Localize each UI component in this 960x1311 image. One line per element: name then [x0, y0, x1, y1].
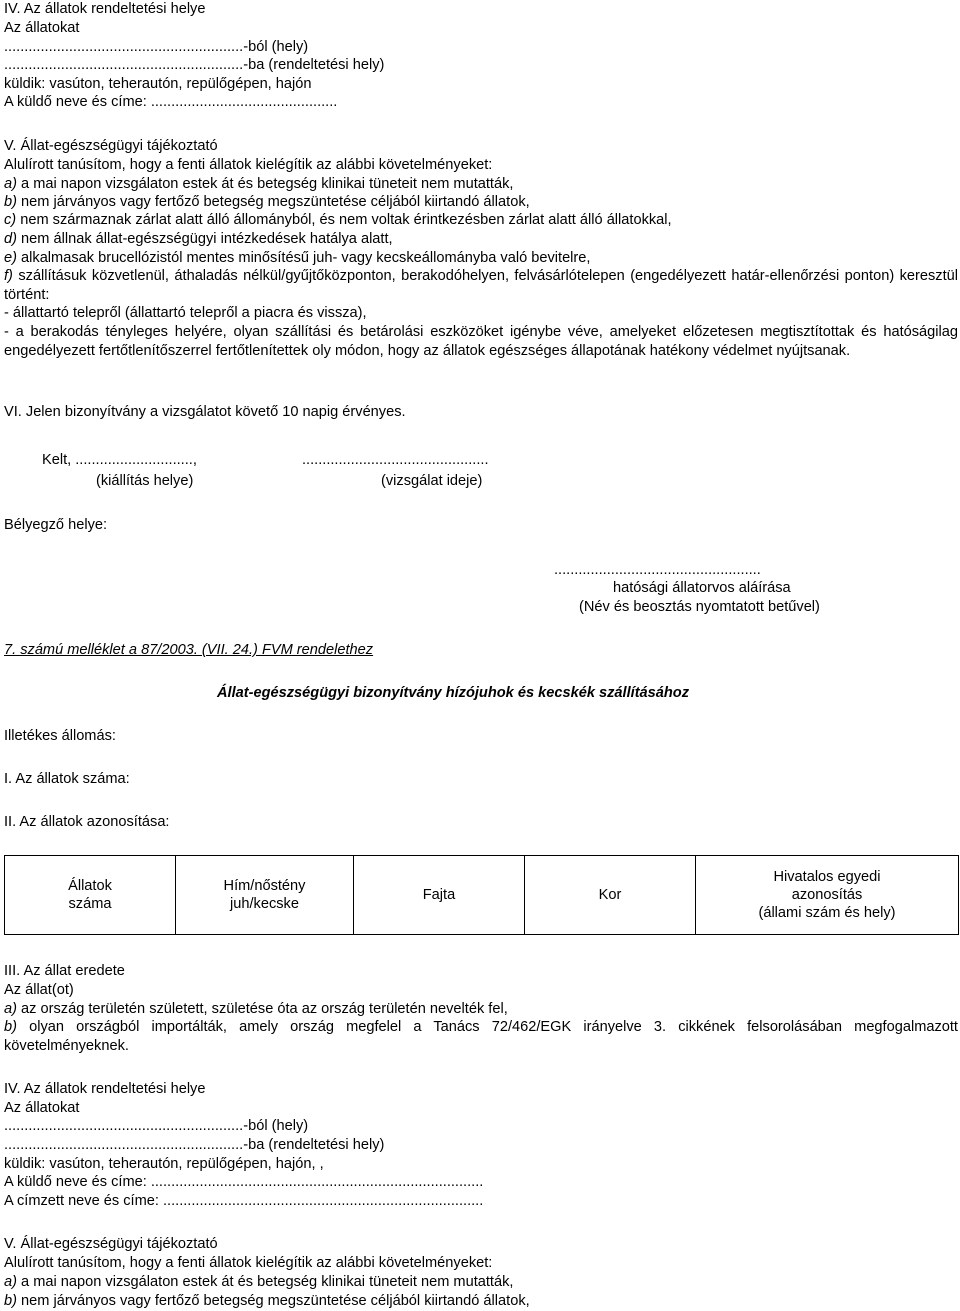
- dash-1: - állattartó telepről (állattartó telepről a piacra és vissza),: [4, 305, 367, 321]
- s4-animals: Az állatokat: [4, 20, 80, 36]
- col-breed: Fajta: [354, 856, 525, 935]
- s4-sender: A küldő neve és címe: ..............................................: [4, 94, 338, 110]
- req-a-text: a mai napon vizsgálaton estek át és betegség klinikai tüneteit nem mutatták,: [16, 176, 514, 192]
- issue-place-label: (kiállítás helye): [96, 473, 194, 489]
- dest-sender: A küldő neve és címe: ..................................................................................: [4, 1174, 484, 1190]
- info-req-a: [4, 1273, 513, 1291]
- animal-count-label: I. Az állatok száma:: [4, 771, 130, 787]
- info-req-b: [4, 1292, 530, 1310]
- s5-intro: Alulírott tanúsítom, hogy a fenti állatok kielégítik az alábbi követelményeket:: [4, 157, 493, 173]
- col-sex-species: Hím/nőstény juh/kecske: [176, 856, 354, 935]
- info-intro: Alulírott tanúsítom, hogy a fenti állatok kielégítik az alábbi követelményeket:: [4, 1255, 493, 1271]
- s4-title: IV. Az állatok rendeltetési helye: [4, 1, 206, 17]
- kelt-dots: ..............................................: [302, 452, 489, 468]
- col-official-id: Hivatalos egyedi azonosítás (állami szám és hely): [696, 856, 959, 935]
- info-req-b-label: b): [4, 1293, 17, 1309]
- info-req-a-label: a): [4, 1274, 17, 1290]
- dest-title: IV. Az állatok rendeltetési helye: [4, 1081, 206, 1097]
- origin-a-text: az ország területén született, születése óta az ország területén nevelték fel,: [16, 1001, 508, 1017]
- exam-date-label: (vizsgálat ideje): [381, 473, 483, 489]
- req-c-text: nem származnak zárlat alatt álló állományból, és nem voltak érintkezésben zárlat alatt álló állatokkal,: [16, 212, 672, 228]
- station-label: Illetékes állomás:: [4, 728, 116, 744]
- kelt-line: Kelt, .............................,: [42, 452, 197, 468]
- annex-heading: 7. számú melléklet a 87/2003. (VII. 24.) FVM rendelethez: [4, 642, 374, 658]
- origin-b-text: olyan országból importálták, amely ország megfelel a Tanács 72/462/EGK irányelve 3. cikkének felsorolásában megfogalmazott követelményeknek.: [4, 1019, 958, 1054]
- info-title: V. Állat-egészségügyi tájékoztató: [4, 1236, 218, 1252]
- req-a-label: a): [4, 176, 17, 192]
- signature-label: hatósági állatorvos aláírása: [613, 580, 791, 596]
- req-d: [4, 230, 393, 248]
- req-e-label: e): [4, 250, 17, 266]
- s4-to: ...........................................................-ba (rendeltetési hely): [4, 57, 385, 73]
- origin-b: [4, 1018, 958, 1055]
- req-e: [4, 249, 590, 267]
- s5-title: V. Állat-egészségügyi tájékoztató: [4, 138, 218, 154]
- info-req-a-text: a mai napon vizsgálaton estek át és betegség klinikai tüneteit nem mutatták,: [16, 1274, 514, 1290]
- certificate-title: Állat-egészségügyi bizonyítvány hízójuhok és kecskék szállításához: [217, 685, 690, 701]
- dest-animals: Az állatokat: [4, 1100, 80, 1116]
- req-b-label: b): [4, 194, 17, 210]
- req-d-label: d): [4, 231, 17, 247]
- col-animal-count: Állatok száma: [5, 856, 176, 935]
- s6-validity: VI. Jelen bizonyítvány a vizsgálatot követő 10 napig érvényes.: [4, 404, 406, 420]
- animal-id-table: [4, 855, 959, 935]
- req-c: [4, 211, 672, 229]
- stamp-place: Bélyegző helye:: [4, 517, 108, 533]
- req-e-text: alkalmasak brucellózistól mentes minősítésű juh- vagy kecskeállományba való bevitelre,: [16, 250, 591, 266]
- origin-a: [4, 1000, 508, 1018]
- dest-recipient: A címzett neve és címe: ...............................................................................: [4, 1193, 484, 1209]
- col-age: Kor: [525, 856, 696, 935]
- req-a: [4, 175, 513, 193]
- info-req-b-text: nem járványos vagy fertőző betegség megszüntetése céljából kiirtandó állatok,: [16, 1293, 530, 1309]
- signature-dots: ...................................................: [554, 562, 761, 578]
- req-f: [4, 267, 958, 304]
- dest-from: ...........................................................-ból (hely): [4, 1118, 309, 1134]
- s4-from: ...........................................................-ból (hely): [4, 39, 309, 55]
- dest-send: küldik: vasúton, teherautón, repülőgépen, hajón, ,: [4, 1156, 324, 1172]
- table-header-row: [5, 856, 959, 935]
- signature-name: (Név és beosztás nyomtatott betűvel): [579, 599, 820, 615]
- origin-b-label: b): [4, 1019, 17, 1035]
- req-d-text: nem állnak állat-egészségügyi intézkedések hatálya alatt,: [16, 231, 393, 247]
- req-f-label: f): [4, 268, 13, 284]
- dash-2: - a berakodás tényleges helyére, olyan szállítási és betárolási eszközöket igénybe véve, amelyeket előzetesen megtisztítottak és hatóságilag engedélyezett fertőtlenítőszerrel fertőtlenítettek oly módon, hogy az állatok egészséges állapotának hatékony védelmet nyújtsanak.: [4, 324, 958, 359]
- req-b: [4, 193, 530, 211]
- req-b-text: nem járványos vagy fertőző betegség megszüntetése céljából kiirtandó állatok,: [16, 194, 530, 210]
- animal-id-label: II. Az állatok azonosítása:: [4, 814, 170, 830]
- s4-send: küldik: vasúton, teherautón, repülőgépen, hajón: [4, 76, 312, 92]
- origin-animal: Az állat(ot): [4, 982, 74, 998]
- req-f-text: szállításuk közvetlenül, áthaladás nélkül/gyűjtőközponton, berakodóhelyen, felvásárlótelepen (engedélyezett határ-ellenőrzési ponton) keresztül történt:: [4, 268, 958, 303]
- origin-a-label: a): [4, 1001, 17, 1017]
- req-c-label: c): [4, 212, 17, 228]
- origin-title: III. Az állat eredete: [4, 963, 125, 979]
- dest-to: ...........................................................-ba (rendeltetési hely): [4, 1137, 385, 1153]
